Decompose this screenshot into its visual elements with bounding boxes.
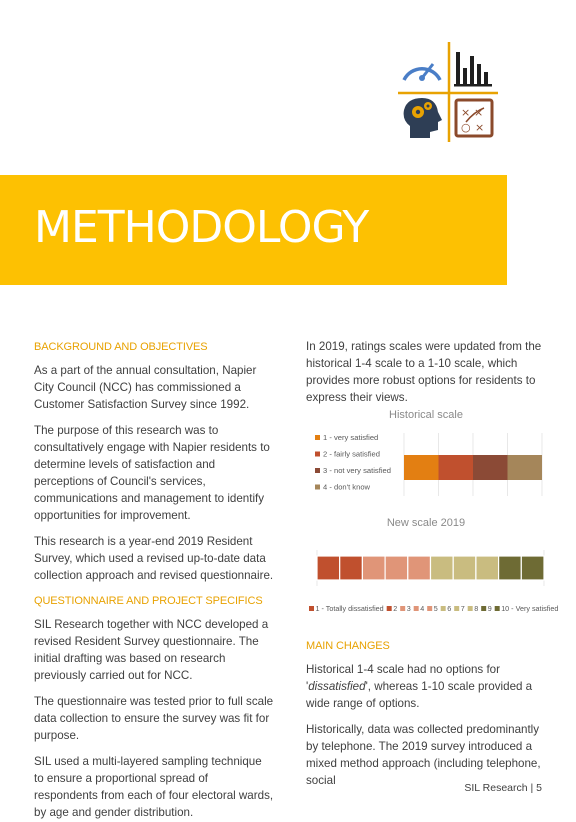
page-footer: SIL Research | 5 (464, 782, 542, 794)
section-heading-background: BACKGROUND AND OBJECTIVES (34, 341, 208, 353)
right-column-lower (306, 638, 546, 798)
chart-title-historical: Historical scale (389, 409, 463, 421)
legend-swatch (387, 606, 392, 611)
legend-label: 5 (433, 604, 438, 613)
legend-swatch (400, 606, 405, 611)
legend-swatch (441, 606, 446, 611)
paragraph: This research is a year-end 2019 Resident Survey, which used a revised up-to-date data collection approach and revised questionnaire. (34, 535, 274, 582)
new-scale-chart (306, 538, 568, 618)
bar-segment (508, 455, 543, 480)
legend-label: 1 - very satisfied (323, 433, 379, 442)
paragraph-scale-change: Historical 1-4 scale had no options for 'dissatisfied', whereas 1-10 scale provided a wide range of options. (306, 663, 533, 710)
bar-segment (362, 556, 385, 580)
legend-swatch (315, 485, 320, 490)
legend-label: 4 (420, 604, 425, 613)
legend-label: 8 (474, 604, 479, 613)
bar-segment (317, 556, 340, 580)
legend-label: 9 (487, 604, 492, 613)
svg-text:×: × (475, 121, 485, 134)
left-column (34, 339, 274, 822)
legend-swatch (315, 468, 320, 473)
legend-label: 3 - not very satisfied (323, 466, 391, 475)
legend-swatch (454, 606, 459, 611)
paragraph: As a part of the annual consultation, Napier City Council (NCC) has commissioned a Customer Satisfaction Survey since 1992. (34, 364, 257, 411)
head-gears-icon (404, 98, 442, 138)
paragraph: The questionnaire was tested prior to full scale data collection to ensure the survey was fit for purpose. (34, 695, 274, 742)
bar-segment (499, 556, 522, 580)
paragraph: SIL used a multi-layered sampling technique to ensure a proportional spread of respondents from each of four electoral wards, by age and gender distribution. (34, 755, 274, 819)
legend-swatch (315, 452, 320, 457)
legend-swatch (427, 606, 432, 611)
paragraph: In 2019, ratings scales were updated from the historical 1-4 scale to a 1-10 scale, which provides more robust options for residents to express their views. (306, 340, 542, 404)
paragraph: Historically, data was collected predominantly by telephone. The 2019 survey introduced a mixed method approach (including telephone, social (306, 723, 541, 787)
legend-label: 7 (460, 604, 465, 613)
bar-segment (476, 556, 499, 580)
legend-swatch (468, 606, 473, 611)
legend-swatch (481, 606, 486, 611)
page-title: METHODOLOGY (34, 202, 369, 253)
legend-label: 4 - don't know (323, 482, 371, 492)
legend-label: 10 - Very satisfied (501, 604, 559, 613)
bar-segment (340, 556, 363, 580)
bar-chart-icon (454, 52, 492, 87)
legend-label: 2 - fairly satisfied (323, 449, 380, 459)
historical-scale-chart (306, 430, 556, 500)
svg-text:×: × (461, 106, 471, 119)
legend-swatch (495, 606, 500, 611)
svg-text:×: × (474, 106, 484, 119)
legend-swatch (309, 606, 314, 611)
bar-segment (385, 556, 408, 580)
sil-research-logo (398, 42, 498, 142)
bar-segment (431, 556, 454, 580)
legend-label: 3 (406, 604, 411, 613)
title-banner (0, 175, 507, 285)
paragraph: The purpose of this research was to consultatively engage with Napier residents to determine levels of satisfaction and perceptions of Council's services, communications and management to identify opportunities for improvement. (34, 424, 270, 522)
legend-swatch (315, 435, 320, 440)
chart-title-new: New scale 2019 (386, 517, 466, 529)
legend-swatch (414, 606, 419, 611)
bar-segment (439, 455, 474, 480)
svg-text:○: ○ (461, 121, 471, 134)
right-column-intro (306, 338, 546, 415)
bar-segment (453, 556, 476, 580)
bar-segment (473, 455, 508, 480)
bar-segment (404, 455, 439, 480)
strategy-board-icon (456, 100, 492, 136)
paragraph: SIL Research together with NCC developed a revised Resident Survey questionnaire. The initial drafting was based on research previously carried out for NCC. (34, 618, 269, 682)
bar-segment (408, 556, 431, 580)
bar-segment (521, 556, 544, 580)
legend-label: 1 - Totally dissatisfied (315, 604, 384, 613)
speedometer-icon (404, 64, 440, 81)
section-heading-questionnaire: QUESTIONNAIRE AND PROJECT SPECIFICS (34, 595, 263, 607)
legend-label: 6 (447, 604, 452, 613)
legend-label: 2 (393, 604, 398, 613)
section-heading-main-changes: MAIN CHANGES (306, 640, 390, 652)
